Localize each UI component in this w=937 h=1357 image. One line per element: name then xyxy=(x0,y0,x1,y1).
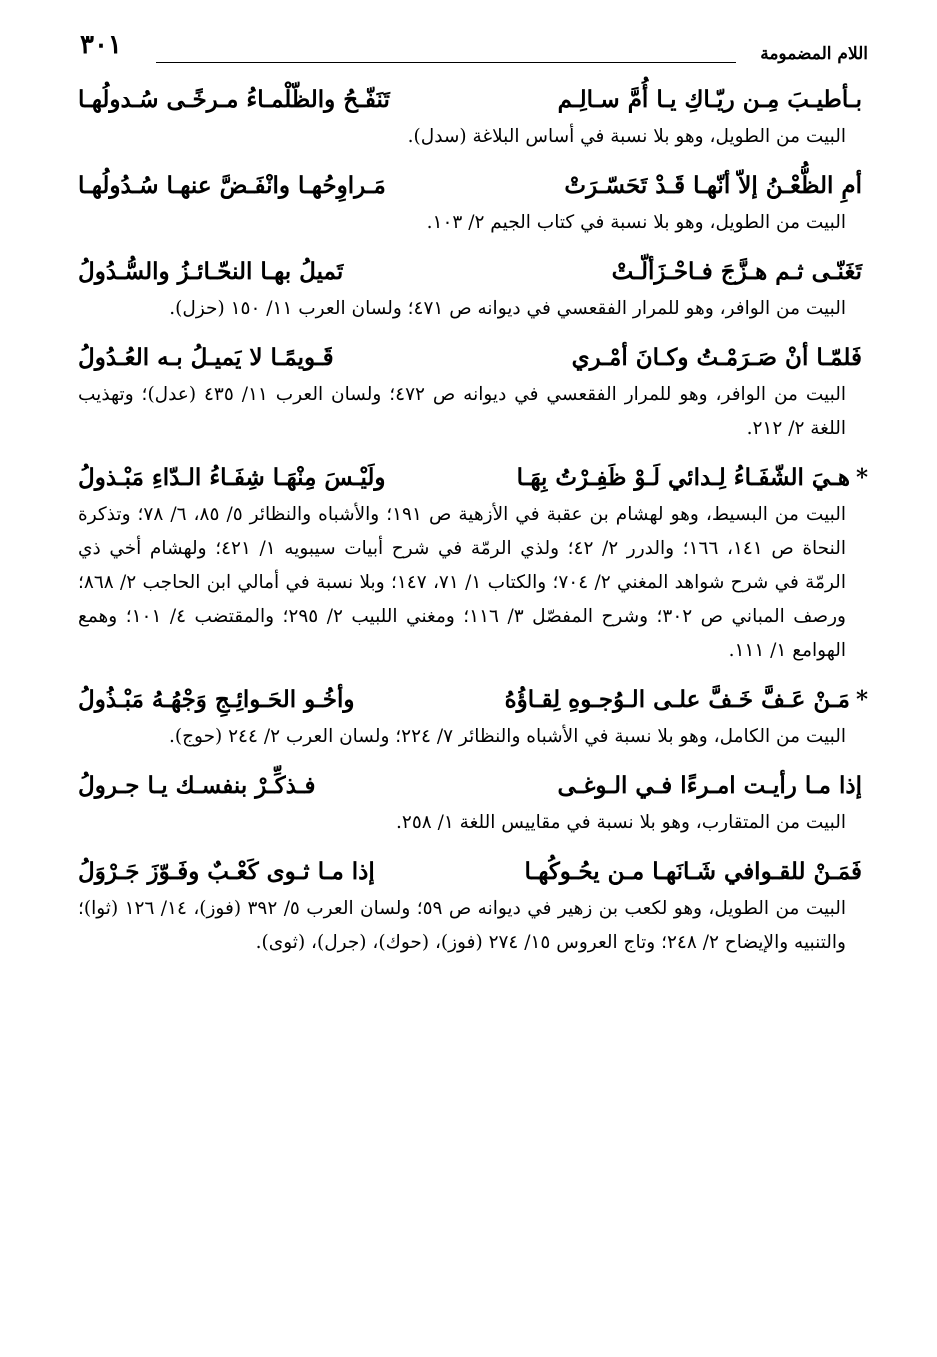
running-title: اللام المضمومة xyxy=(760,44,868,64)
verse-entry xyxy=(78,680,868,754)
verse-line xyxy=(78,338,868,378)
verse-note: البيت من الطويل، وهو لكعب بن زهير في ديوانه ص ٥٩؛ ولسان العرب ٥/ ٣٩٢ (فوز)، ١٤/ ١٢٦ (ثوا)؛ والتنبيه والإيضاح ٢/ ٢٤٨؛ وتاج العروس ١٥/ ٢٧٤ (فوز)، (حوك)، (جرل)، (ثوى). xyxy=(78,898,846,953)
book-page xyxy=(78,28,868,972)
first-hemistich: أمِ الظُّعْـنُ إلاّ أنّهـا قَـدْ تَحَسّـرَتْ xyxy=(564,172,862,199)
verse-note: البيت من الطويل، وهو بلا نسبة في أساس البلاغة (سدل). xyxy=(407,126,846,147)
verse-line xyxy=(78,458,868,498)
page-number: ٣٠١ xyxy=(80,30,122,60)
first-hemistich: إذا مـا رأيـت امـرءًا فـي الـوغـى xyxy=(557,772,862,799)
second-hemistich: قَـويمًـا لا يَميـلُ بـه العُـدُولُ xyxy=(78,344,334,371)
first-hemistich: هـيَ الشّفَـاءُ لِـدائي لَـوْ ظَفِـرْتُ بِهَـا xyxy=(516,464,850,491)
second-hemistich: فـذكِّـرْ بنفسـك يـا جـرولُ xyxy=(78,772,316,799)
verse-note: البيت من الكامل، وهو بلا نسبة في الأشباه والنظائر ٧/ ٢٢٤؛ ولسان العرب ٢/ ٢٤٤ (حوج). xyxy=(168,726,846,747)
verse-line xyxy=(78,852,868,892)
verse-line xyxy=(78,680,868,720)
first-hemistich: بـأطيـبَ مِـن ريّـاكِ يـا أُمَّ سـالِـم xyxy=(557,86,862,113)
verse-entry xyxy=(78,766,868,840)
verse-entry xyxy=(78,80,868,154)
first-hemistich: مَـنْ عَـفَّ خَـفَّ علـى الـوُجـوهِ لِقـاؤُهُ xyxy=(504,686,850,713)
asterisk-marker: * xyxy=(855,464,868,491)
first-hemistich: فَلمّـا أنْ صَـرَمْـتُ وكـانَ أمْـري xyxy=(571,344,862,371)
verse-note: البيت من المتقارب، وهو بلا نسبة في مقاييس اللغة ١/ ٢٥٨. xyxy=(396,812,846,833)
verse-note: البيت من البسيط، وهو لهشام بن عقبة في الأزهية ص ١٩١؛ والأشباه والنظائر ٥/ ٨٥، ٦/ ٧٨؛ وتذكرة النحاة ص ١٤١، ١٦٦؛ والدرر ٢/ ٤٢؛ ولذي الرمّة في شرح أبيات سيبويه ١/ ٤٢١؛ ولهشام أخي ذي الرمّة في شرح شواهد المغني ٢/ ٧٠٤؛ والكتاب ١/ ٧١، ١٤٧؛ وبلا نسبة في أمالي ابن الحاجب ٢/ ٨٦٨؛ ورصف المباني ص ٣٠٢؛ وشرح المفصّل ٣/ ١١٦؛ ومغني اللبيب ٢/ ٢٩٥؛ والمقتضب ٤/ ١٠١؛ وهمع الهوامع ١/ ١١١. xyxy=(78,504,847,661)
header-rule xyxy=(156,62,736,63)
verse-line xyxy=(78,166,868,206)
verse-entry xyxy=(78,458,868,668)
verse-entry xyxy=(78,252,868,326)
first-hemistich: فَمَـنْ للقـوافي شَـانَهـا مـن يحُـوكُهـا xyxy=(524,858,862,885)
second-hemistich: وأخُـو الحَـوائِـجِ وَجْهُـهُ مَبْـذُولُ xyxy=(78,686,355,713)
page-header xyxy=(78,28,868,80)
second-hemistich: ولَيْـسَ مِنْهَـا شِفَـاءُ الـدّاءِ مَبْـذولُ xyxy=(78,464,386,491)
verse-line xyxy=(78,80,868,120)
verse-line xyxy=(78,766,868,806)
second-hemistich: تَميلُ بهـا النحّـائـزُ والسُّـدُولُ xyxy=(78,258,344,285)
verse-note: البيت من الطويل، وهو بلا نسبة في كتاب الجيم ٢/ ١٠٣. xyxy=(426,212,846,233)
second-hemistich: إذا مـا ثـوى كَعْـبٌ وفَـوّزَ جَـرْوَلُ xyxy=(78,858,375,885)
verse-entry xyxy=(78,166,868,240)
verse-entry xyxy=(78,852,868,960)
second-hemistich: مَـراوِحُهـا وانْفَـضَّ عنهـا سُـدُولُهـا xyxy=(78,172,386,199)
asterisk-marker: * xyxy=(855,686,868,713)
first-hemistich: تَغَنّـى ثـم هـزَّجَ فـاحْـزَألّـتْ xyxy=(611,258,862,285)
verse-note: البيت من الوافر، وهو للمرار الفقعسي في ديوانه ص ٤٧١؛ ولسان العرب ١١/ ١٥٠ (حزل). xyxy=(169,298,846,319)
second-hemistich: تَنَفّـحُ والظّلْمـاءُ مـرخًـى سُـدولُهـا xyxy=(78,86,390,113)
verse-entry xyxy=(78,338,868,446)
verse-note: البيت من الوافر، وهو للمرار الفقعسي في ديوانه ص ٤٧٢؛ ولسان العرب ١١/ ٤٣٥ (عدل)؛ وتهذيب اللغة ٢/ ٢١٢. xyxy=(78,384,846,439)
verse-line xyxy=(78,252,868,292)
